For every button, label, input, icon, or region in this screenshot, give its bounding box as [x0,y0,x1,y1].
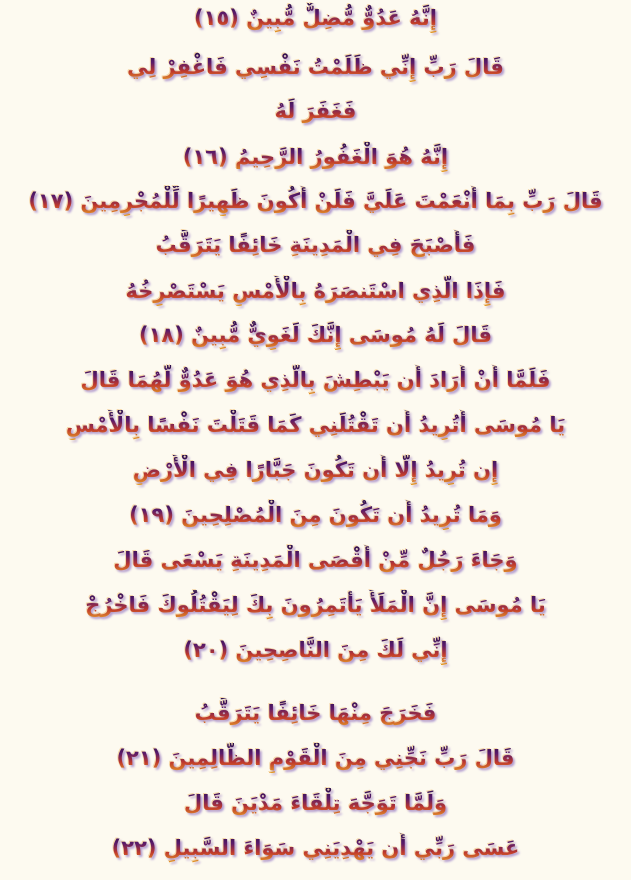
verse-line-22b: عَسَى رَبِّي أَن يَهْدِيَنِي سَوَاءَ السَّبِيلِ (٢٢) [0,833,631,863]
verse-line-22a: وَلَمَّا تَوَجَّهَ تِلْقَاءَ مَدْيَنَ قَالَ [0,788,631,818]
verse-line-19a: فَلَمَّا أَنْ أَرَادَ أَن يَبْطِشَ بِالَّذِي هُوَ عَدُوٌّ لَّهُمَا قَالَ [0,365,631,395]
verse-line-20c: إِنِّي لَكَ مِنَ النَّاصِحِينَ (٢٠) [0,635,631,665]
verse-line-21a: فَخَرَجَ مِنْهَا خَائِفًا يَتَرَقَّبُ [0,698,631,728]
verse-line-19d: وَمَا تُرِيدُ أَن تَكُونَ مِنَ الْمُصْلِحِينَ (١٩) [0,500,631,530]
verse-line-18b: فَإِذَا الَّذِي اسْتَنصَرَهُ بِالْأَمْسِ يَسْتَصْرِخُهُ [0,276,631,306]
verse-line-15: إِنَّهُ عَدُوٌّ مُّضِلٌّ مُّبِينٌ (١٥) [0,3,631,33]
verse-line-19c: إِن تُرِيدُ إِلَّا أَن تَكُونَ جَبَّارًا فِي الْأَرْضِ [0,455,631,485]
verse-line-19b: يَا مُوسَى أَتُرِيدُ أَن تَقْتُلَنِي كَمَا قَتَلْتَ نَفْسًا بِالْأَمْسِ [0,410,631,440]
verse-line-20a: وَجَاءَ رَجُلٌ مِّنْ أَقْصَى الْمَدِينَةِ يَسْعَى قَالَ [0,545,631,575]
verse-line-21b: قَالَ رَبِّ نَجِّنِي مِنَ الْقَوْمِ الظَّالِمِينَ (٢١) [0,743,631,773]
verse-line-16c: إِنَّهُ هُوَ الْغَفُورُ الرَّحِيمُ (١٦) [0,142,631,172]
verse-line-20b: يَا مُوسَى إِنَّ الْمَلَأَ يَأْتَمِرُونَ بِكَ لِيَقْتُلُوكَ فَاخْرُجْ [0,590,631,620]
verse-line-16a: قَالَ رَبِّ إِنِّي ظَلَمْتُ نَفْسِي فَاغْفِرْ لِي [0,52,631,82]
verse-line-16b: فَغَفَرَ لَهُ [0,96,631,126]
verse-line-18c: قَالَ لَهُ مُوسَى إِنَّكَ لَغَوِيٌّ مُّبِينٌ (١٨) [0,320,631,350]
verse-line-18a: فَأَصْبَحَ فِي الْمَدِينَةِ خَائِفًا يَتَرَقَّبُ [0,230,631,260]
verse-line-17: قَالَ رَبِّ بِمَا أَنْعَمْتَ عَلَيَّ فَلَنْ أَكُونَ ظَهِيرًا لِّلْمُجْرِمِينَ (١٧) [0,186,631,216]
